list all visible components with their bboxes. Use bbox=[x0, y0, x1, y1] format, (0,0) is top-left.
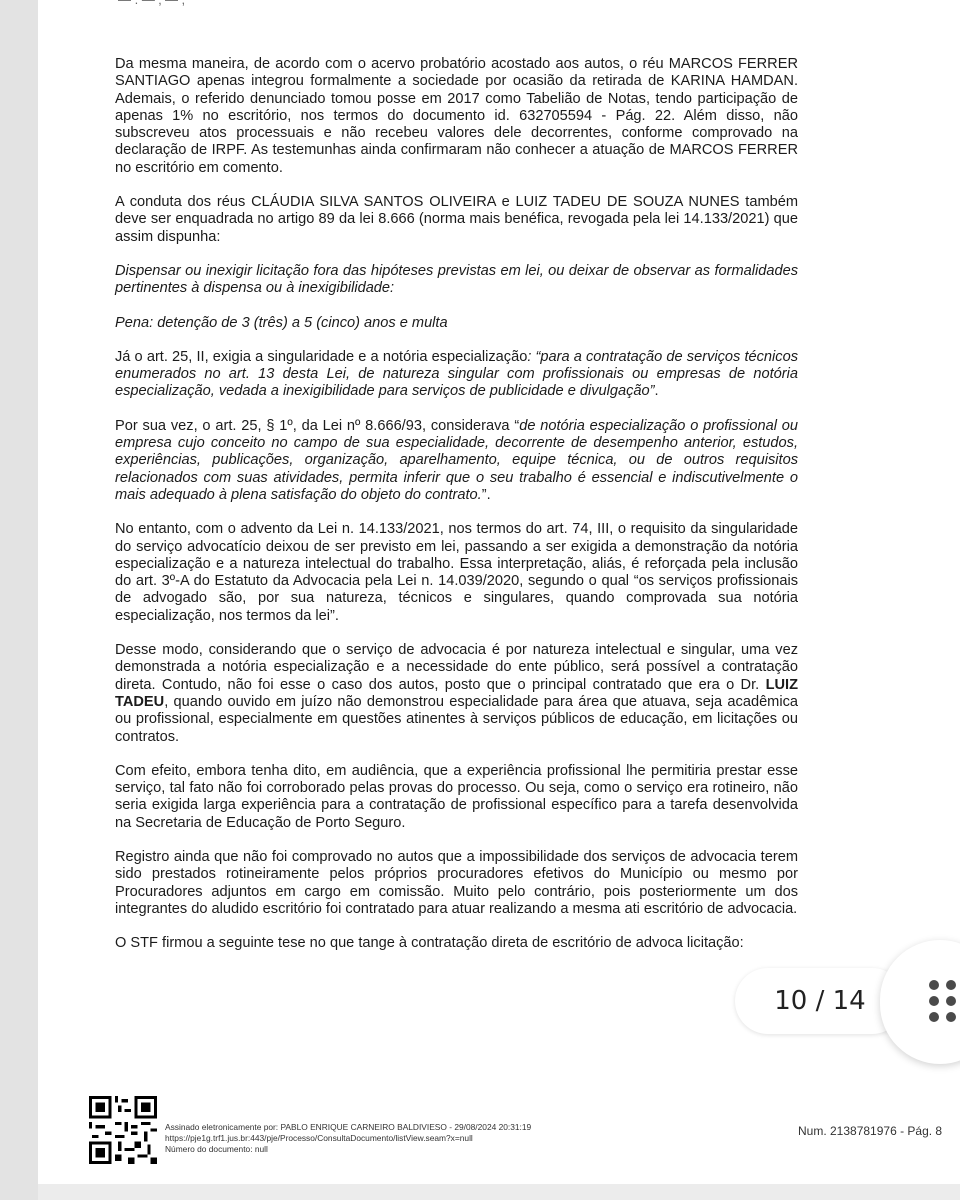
paragraph-art-25-ii-intro: Já o art. 25, II, exigia a singularidade e a notória especialização bbox=[115, 348, 528, 365]
qr-code-icon bbox=[89, 1096, 157, 1164]
left-gutter bbox=[0, 0, 38, 1200]
paragraph-art-25-par1-quote: de notória especialização o profissional ou empresa cujo conceito no campo de sua especialidade, decorrente de desempenho anterior, estudos, experiências, publicações, organização, aparelhamento, equipe técnica, ou de outros requisitos relacionados com suas atividades, permita inferir que o seu trabalho é essencial e indiscutivelmente o mais adequado à plena satisfação do objeto do contrato. bbox=[115, 417, 798, 503]
paragraph-conduta-reus: A conduta dos réus CLÁUDIA SILVA SANTOS OLIVEIRA e LUIZ TADEU DE SOUZA NUNES também deve ser enquadrada no artigo 89 da lei 8.666 (norma mais benéfica, revogada pela lei 14.133/2021) que assim dispunha: bbox=[115, 194, 798, 245]
paragraph-art-25-par1 bbox=[115, 418, 798, 504]
signature-block bbox=[165, 1122, 531, 1155]
paragraph-marcos-ferrer: Da mesma maneira, de acordo com o acervo probatório acostado aos autos, o réu MARCOS FERRER SANTIAGO apenas integrou formalmente a sociedade por ocasião da retirada de KARINA HAMDAN. Ademais, o referido denunciado tomou posse em 2017 como Tabelião de Notas, tendo participação de apenas 1% no escritório, nos termos do documento id. 632705594 - Pág. 22. Além disso, não subscreveu atos processuais e não recebeu valores dele decorrentes, conforme comprovado na declaração de IRPF. As testemunhas ainda confirmaram não conhecer a atuação de MARCOS FERRER no escritório em comento. bbox=[115, 56, 798, 176]
paragraph-art-25-par1-intro: Por sua vez, o art. 25, § 1º, da Lei nº 8.666/93, considerava “ bbox=[115, 417, 520, 434]
paragraph-art-25-ii bbox=[115, 349, 798, 401]
paragraph-stf-tese: O STF firmou a seguinte tese no que tange à contratação direta de escritório de advoca licitação: bbox=[115, 935, 744, 952]
name-luiz-tadeu: LUIZ TADEU bbox=[115, 676, 798, 710]
paragraph-art-25-ii-end: . bbox=[654, 383, 659, 400]
grid-dots-icon bbox=[929, 980, 959, 1024]
paragraph-luiz-tadeu-end: , quando ouvido em juízo não demonstrou especialidade para área que atuava, seja acadêmica ou profissional, especialmente em questões atinentes à serviços públicos de educação, em licitações ou contratos. bbox=[115, 693, 798, 745]
paragraph-registro: Registro ainda que não foi comprovado no autos que a impossibilidade dos serviços de advocacia terem sido prestados rotineiramente pelos próprios procuradores efetivos do Município ou mesmo por Procuradores adjuntos em cargo em comissão. Muito pelo contrário, pois posteriormente um dos integrantes do aludido escritório foi contratado para atuar realizando a mesma ati escritório de advocacia. bbox=[115, 848, 798, 917]
paragraph-art-25-ii-quote: : “para a contratação de serviços técnicos enumerados no art. 13 desta Lei, de natureza singular com profissionais ou empresas de notória especialização, vedada a inexigibilidade para serviços de publicidade e divulgação” bbox=[115, 348, 798, 400]
signature-line: Assinado eletronicamente por: PABLO ENRIQUE CARNEIRO BALDIVIESO - 29/08/2024 20:31:19 bbox=[165, 1122, 532, 1132]
page-indicator: 10 / 14 bbox=[735, 968, 905, 1034]
cut-off-header-text bbox=[118, 0, 185, 7]
document-number: Número do documento: null bbox=[165, 1144, 268, 1154]
paragraph-experiencia: Com efeito, embora tenha dito, em audiência, que a experiência profissional lhe permitiria prestar esse serviço, tal fato não foi corroborado pelas provas do processo. Ou seja, como o serviço era rotineiro, não seria exigida larga experiência para a contratação de profissional específico para a tarefa desenvolvida na Secretaria de Educação de Porto Seguro. bbox=[115, 762, 798, 831]
document-url: https://pje1g.trf1.jus.br:443/pje/Processo/ConsultaDocumento/listView.seam?x=null bbox=[165, 1133, 473, 1143]
quote-pena: Pena: detenção de 3 (três) a 5 (cinco) anos e multa bbox=[115, 314, 448, 331]
page-number-label: Num. 2138781976 - Pág. 8 bbox=[798, 1124, 943, 1138]
paragraph-luiz-tadeu bbox=[115, 642, 798, 746]
document-body bbox=[115, 56, 798, 969]
signature-footer bbox=[89, 1096, 960, 1166]
paragraph-lei-14133: No entanto, com o advento da Lei n. 14.133/2021, nos termos do art. 74, III, o requisito da singularidade do serviço advocatício deixou de ser previsto em lei, passando a ser exigida a demonstração da notória especialização e a natureza intelectual do trabalho. Essa interpretação, aliás, é reforçada pela inclusão do art. 3º-A do Estatuto da Advocacia pela Lei n. 14.039/2020, segundo o qual “os serviços profissionais de advogado são, por sua natureza, técnicos e singulares, quando comprovada sua notória especialização, nos termos da lei”. bbox=[115, 521, 798, 624]
quote-art-89: Dispensar ou inexigir licitação fora das hipóteses previstas em lei, ou deixar de observar as formalidades pertinentes à dispensa ou à inexigibilidade: bbox=[115, 262, 798, 297]
paragraph-art-25-par1-end: ”. bbox=[481, 486, 491, 503]
paragraph-luiz-tadeu-intro: Desse modo, considerando que o serviço de advocacia é por natureza intelectual e singular, uma vez demonstrada a notória especialização e a necessidade do ente público, será possível a contratação direta. Contudo, não foi esse o caso dos autos, posto que o principal contratado que era o Dr. bbox=[115, 642, 798, 693]
